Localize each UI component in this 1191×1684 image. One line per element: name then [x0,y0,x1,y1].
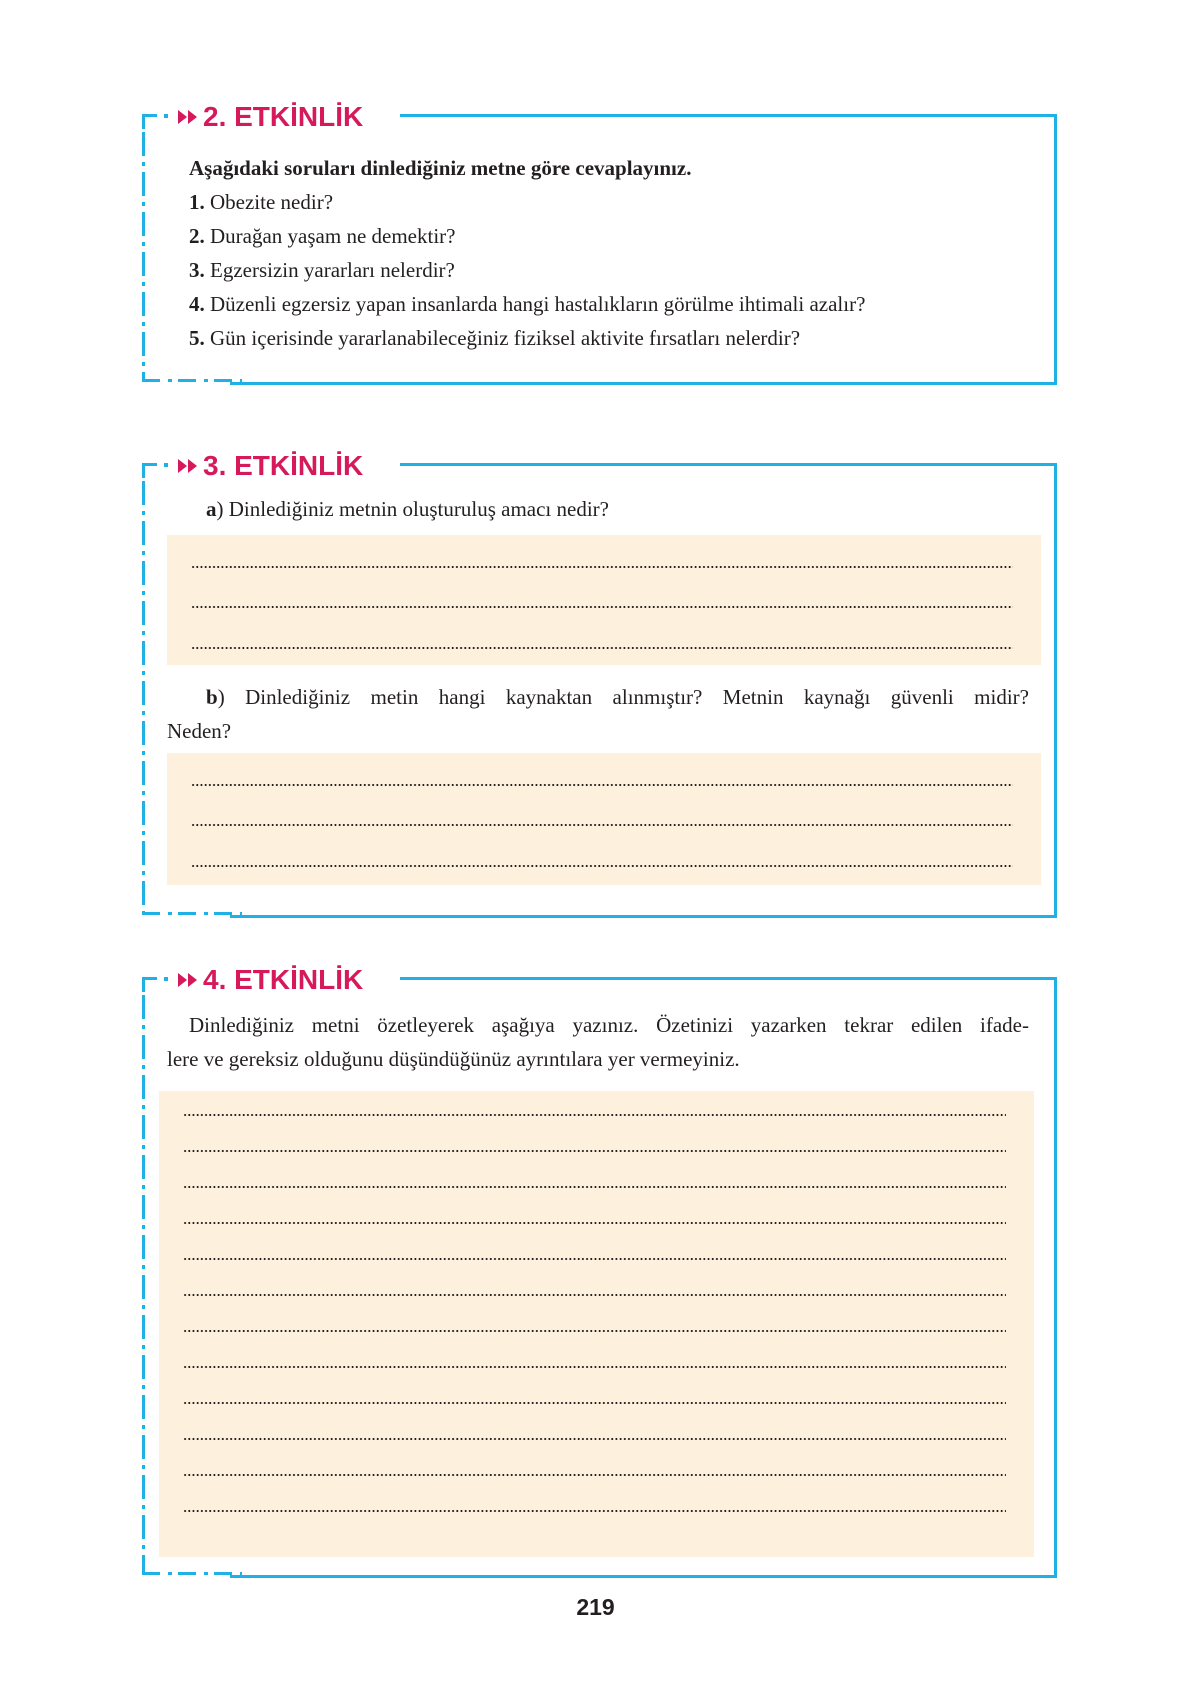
activity-4-top-border [400,977,1057,980]
question-a: a) Dinlediğiniz metnin oluşturuluş amacı nedir? [206,497,609,521]
activity-2-top-border [400,114,1057,117]
answer-box-a[interactable] [167,535,1041,665]
frame-corner [142,463,157,478]
double-arrow-icon [178,459,197,473]
frame-corner [142,977,157,992]
answer-line [183,1258,1006,1260]
answer-line [183,1294,1006,1296]
question-5: 5. Gün içerisinde yararlanabileceğiniz fiziksel aktivite fırsatları nelerdir? [189,326,801,350]
frame-corner [142,114,157,129]
answer-line [191,865,1013,867]
activity-4-title: 4. ETKİNLİK [174,962,369,998]
summary-answer-box[interactable] [159,1091,1034,1557]
frame-dot [164,114,168,118]
answer-line [183,1150,1006,1152]
answer-line [191,606,1013,608]
answer-line [191,647,1013,649]
answer-line [183,1366,1006,1368]
activity-2-body [189,151,1029,355]
question-1: 1. Obezite nedir? [189,190,334,214]
activity-2-intro: Aşağıdaki soruları dinlediğiniz metne göre cevaplayınız. [189,156,692,180]
activity-2-dashed-border [142,132,145,380]
activity-3-bottom-dash [142,912,242,915]
activity-4-dashed-border [142,995,145,1573]
answer-line [183,1186,1006,1188]
activity-4-bottom-dash [142,1572,242,1575]
double-arrow-icon [178,110,197,124]
answer-line [191,784,1013,786]
activity-2-title: 2. ETKİNLİK [174,99,369,135]
answer-line [183,1330,1006,1332]
answer-box-b[interactable] [167,753,1041,885]
page-number: 219 [576,1594,615,1620]
answer-line [191,566,1013,568]
answer-line [183,1438,1006,1440]
answer-line [183,1222,1006,1224]
question-3: 3. Egzersizin yararları nelerdir? [189,258,455,282]
question-2: 2. Durağan yaşam ne demektir? [189,224,456,248]
activity-4-instructions: Dinlediğiniz metni özetleyerek aşağıya yazınız. Özetinizi yazarken tekrar edilen ifade- lere ve gereksiz olduğunu düşündüğünüz ayrıntılara yer vermeyiniz. [167,1013,1029,1071]
question-4: 4. Düzenli egzersiz yapan insanlarda hangi hastalıkların görülme ihtimali azalır? [189,292,866,316]
answer-line [191,824,1013,826]
answer-line [183,1474,1006,1476]
activity-2-bottom-dash [142,379,242,382]
answer-line [183,1510,1006,1512]
answer-line [183,1402,1006,1404]
activity-3-title: 3. ETKİNLİK [174,448,369,484]
question-b: b) Dinlediğiniz metin hangi kaynaktan alınmıştır? Metnin kaynağı güvenli midir? Neden? [167,685,1029,743]
frame-dot [164,977,168,981]
answer-line [183,1114,1006,1116]
frame-dot [164,463,168,467]
double-arrow-icon [178,973,197,987]
activity-3-dashed-border [142,481,145,913]
activity-3-top-border [400,463,1057,466]
